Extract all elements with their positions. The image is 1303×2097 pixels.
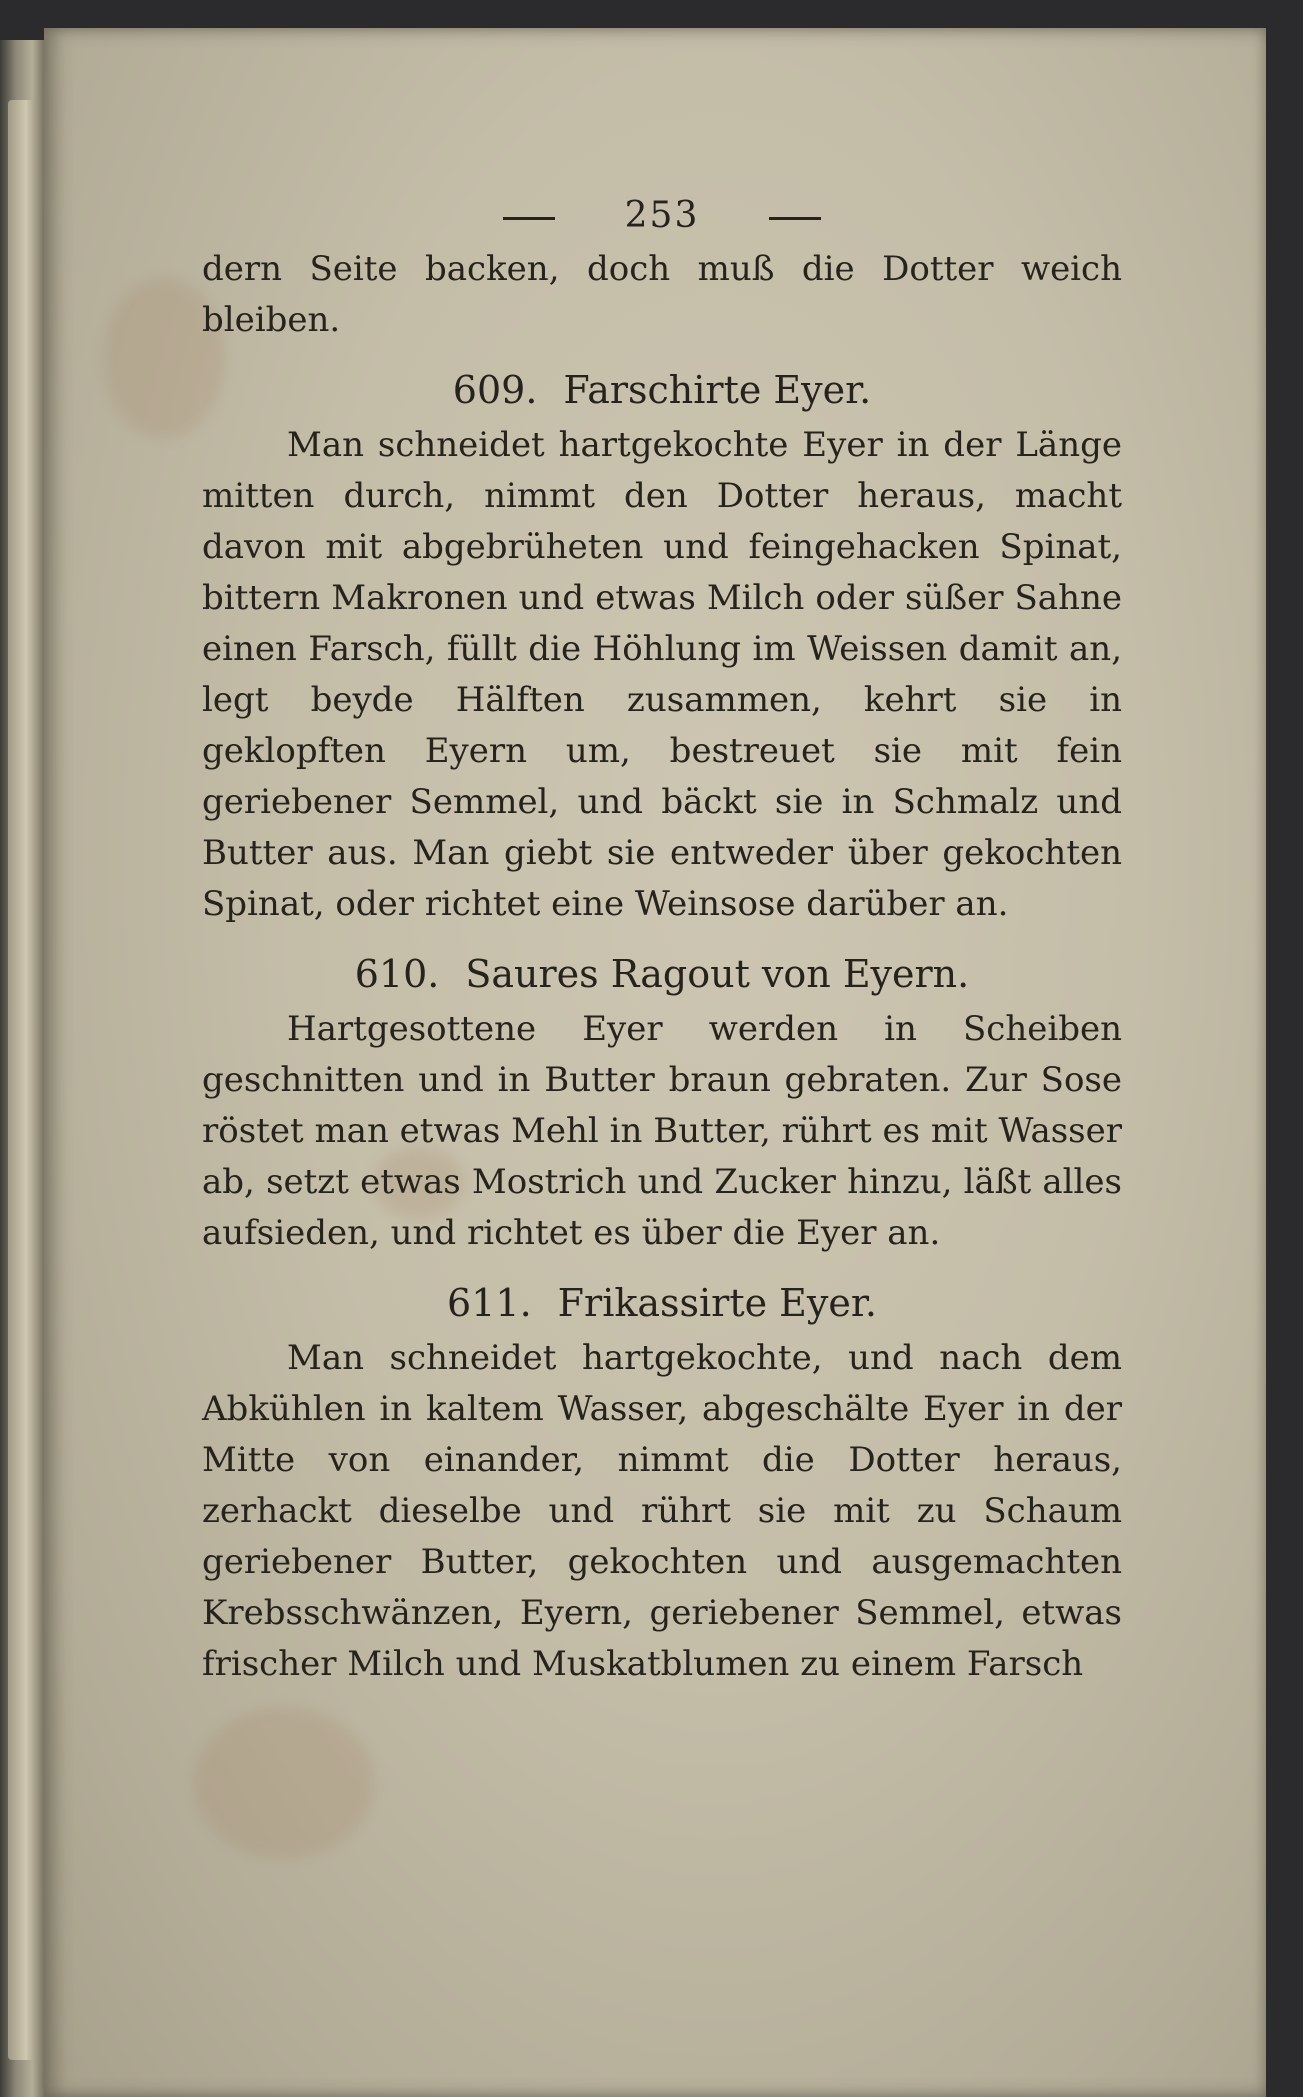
recipe-text: Man schneidet hartgekochte Eyer in der Länge mitten durch, nimmt den Dotter heraus, macht davon mit abgebrüheten und feingehacken Spinat, bittern Makronen und etwas Milch oder süßer Sahne einen Farsch, füllt die Höhlung im Weissen damit an, legt beyde Hälften zusammen, kehrt sie in geklopften Eyern um, bestreuet sie mit fein geriebener Semmel, und bäckt sie in Schmalz und Butter aus. Man giebt sie entweder über gekochten Spinat, oder richtet eine Weinsose darüber an.	[202, 425, 1122, 924]
recipe-heading	[202, 944, 1122, 1004]
continuation-text: dern Seite backen, doch muß die Dotter weich bleiben.	[202, 249, 1122, 340]
recipe-heading	[202, 1273, 1122, 1333]
dash-right	[769, 217, 821, 220]
paper-stain	[194, 1708, 374, 1858]
page-sheet	[44, 28, 1266, 2097]
facing-page-edge	[8, 100, 38, 2060]
dash-left	[503, 217, 555, 220]
recipe-number: 609.	[452, 368, 538, 412]
recipe-number: 610.	[354, 952, 440, 996]
recipe-title: Farschirte Eyer.	[563, 368, 872, 412]
recipe-title: Saures Ragout von Eyern.	[465, 952, 970, 996]
running-head	[202, 188, 1122, 244]
recipe-title: Frikassirte Eyer.	[557, 1281, 877, 1325]
page-text	[202, 188, 1122, 1690]
recipe-text: Man schneidet hartgekochte, und nach dem Abkühlen in kaltem Wasser, abgeschälte Eyer in der Mitte von einander, nimmt die Dotter heraus, zerhackt dieselbe und rührt sie mit zu Schaum geriebener Butter, gekochten und ausgemachten Krebsschwänzen, Eyern, geriebener Semmel, etwas frischer Milch und Muskatblumen zu einem Farsch	[202, 1338, 1122, 1684]
recipe-text: Hartgesottene Eyer werden in Scheiben geschnitten und in Butter braun gebraten. Zur Sose röstet man etwas Mehl in Butter, rührt es mit Wasser ab, setzt etwas Mostrich und Zucker hinzu, läßt alles aufsieden, und richtet es über die Eyer an.	[202, 1009, 1122, 1253]
recipe-number: 611.	[447, 1281, 532, 1325]
page-number: 253	[624, 195, 700, 236]
book-spine	[0, 40, 46, 2097]
recipe-heading	[202, 360, 1122, 420]
